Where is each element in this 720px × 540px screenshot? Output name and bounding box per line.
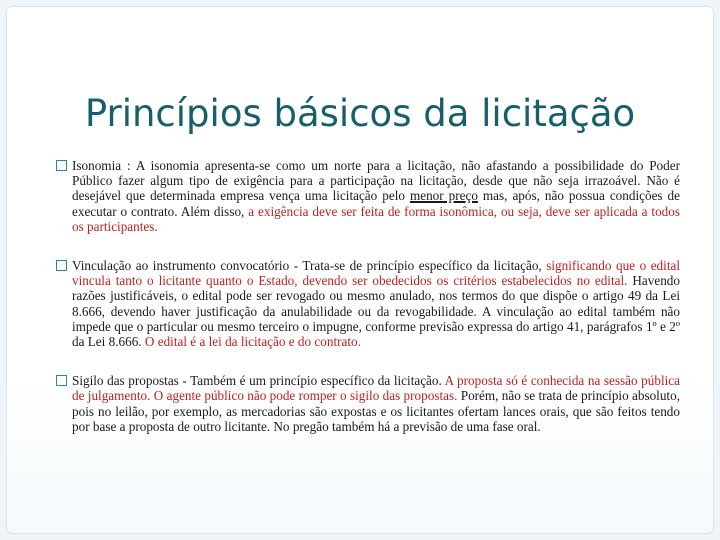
text-segment: Havendo razões justificáveis, o edital pode ser revogado ou mesmo anulado, nos termos do que dispõe o artigo 49 da Lei 8.666, devendo haver justificação da anulabilidade ou da revogabilidade. A vinculação ao edital também não impede que o particular ou mesmo terceiro o impugne, conforme previsão expressa do artigo 41, parágrafos 1º e 2º da Lei 8.666. bbox=[72, 273, 680, 350]
item-text bbox=[72, 373, 680, 434]
item-text bbox=[72, 158, 680, 234]
list-item-isonomia bbox=[56, 158, 680, 234]
square-bullet-icon bbox=[56, 260, 67, 271]
highlighted-text: A proposta só é conhecida na sessão pública de julgamento. O agente público não pode romper o sigilo das propostas. bbox=[72, 373, 680, 404]
square-bullet-icon bbox=[56, 375, 67, 386]
slide bbox=[6, 6, 714, 534]
highlighted-text: O edital é a lei da licitação e do contrato. bbox=[144, 334, 361, 350]
text-segment: Sigilo das propostas - Também é um princípio específico da licitação. bbox=[72, 373, 445, 389]
underlined-text: menor preço bbox=[409, 188, 478, 204]
principles-list bbox=[56, 158, 680, 458]
text-segment: Isonomia : A isonomia apresenta-se como um norte para a licitação, não afastando a possibilidade do Poder Público fazer algum tipo de exigência para a participação na licitação, desde que não seja irrazoável. Não é desejável que determinada empresa vença uma licitação pelo bbox=[72, 158, 680, 204]
slide-title: Princípios básicos da licitação bbox=[84, 92, 636, 135]
text-segment: Vinculação ao instrumento convocatório - Trata-se de princípio específico da licitação, bbox=[72, 258, 547, 274]
text-segment: mas, após, não possua condições de executar o contrato. Além disso, bbox=[72, 188, 680, 219]
highlighted-text: a exigência deve ser feita de forma isonômica, ou seja, deve ser aplicada a todos os participantes. bbox=[72, 203, 680, 234]
highlighted-text: significando que o edital vincula tanto o licitante quanto o Estado, devendo ser obedecidos os critérios estabelecidos no edital. bbox=[72, 258, 680, 289]
list-item-vinculacao bbox=[56, 258, 680, 349]
item-text bbox=[72, 258, 680, 349]
text-segment: Porém, não se trata de princípio absoluto, pois no leilão, por exemplo, as mercadorias são expostas e os licitantes ofertam lances orais, que são feitos tendo por base a proposta de outro licitante. No pregão também há a previsão de uma fase oral. bbox=[72, 388, 680, 434]
square-bullet-icon bbox=[56, 160, 67, 171]
list-item-sigilo bbox=[56, 373, 680, 434]
